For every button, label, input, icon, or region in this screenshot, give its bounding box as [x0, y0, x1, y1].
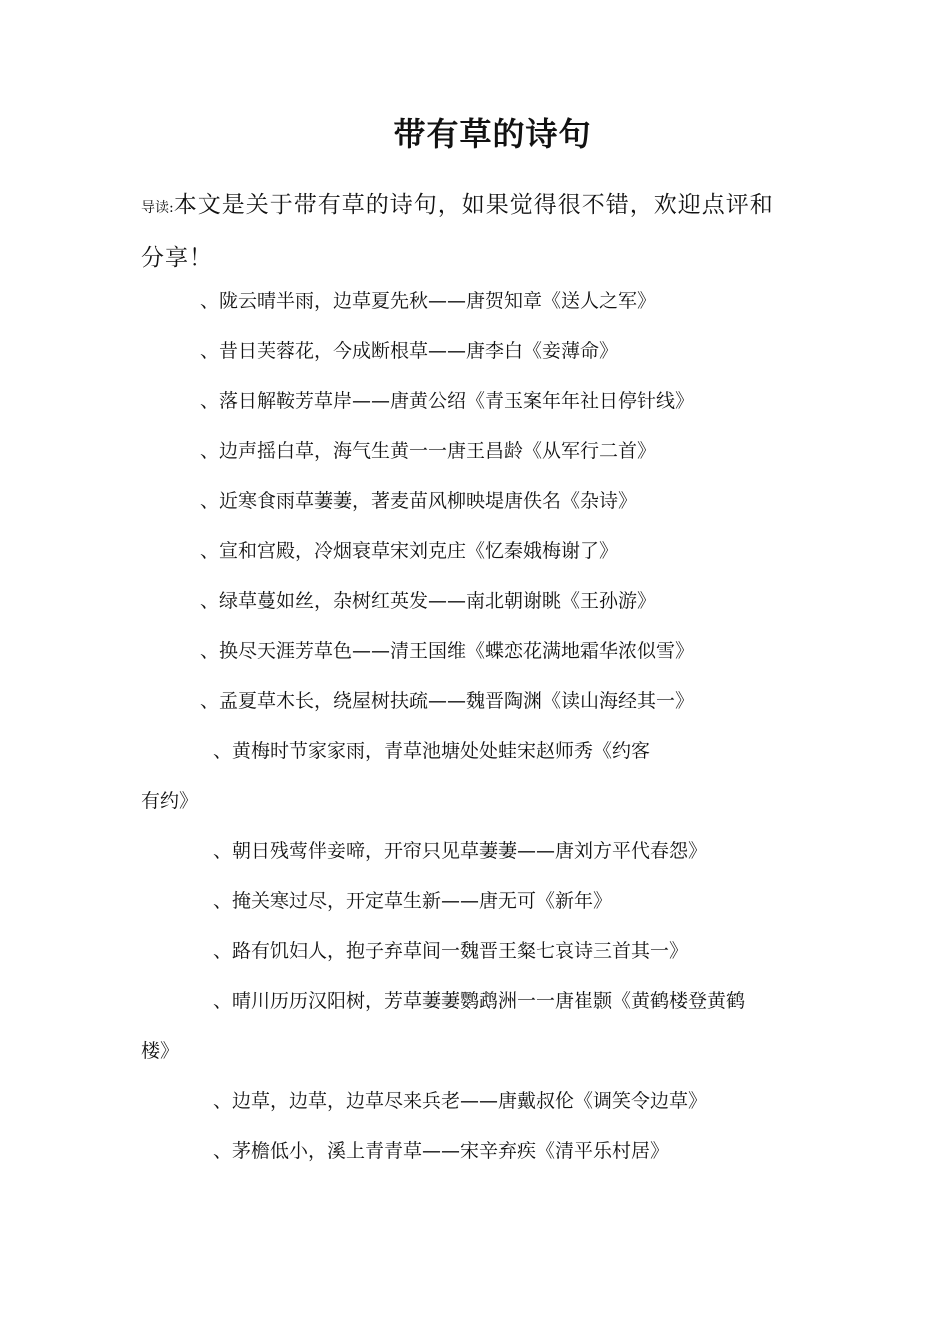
poem-line-1: 、陇云晴半雨，边草夏先秋——唐贺知章《送人之军》 [200, 290, 657, 312]
poem-line-2: 、昔日芙蓉花，今成断根草——唐李白《妾薄命》 [200, 340, 619, 362]
poem-line-10 [0, 726, 950, 826]
poem-line-14-continuation: 楼》 [141, 1040, 180, 1062]
poem-line-10-text: 、黄梅时节家家雨，青草池塘处处蛙宋赵师秀《约客 [213, 740, 651, 762]
intro-text-line1: 本文是关于带有草的诗句，如果觉得很不错，欢迎点评和 [173, 192, 774, 218]
intro-text-line2: 分享！ [141, 245, 213, 271]
poem-line-7: 、绿草蔓如丝，杂树红英发——南北朝谢眺《王孙游》 [200, 590, 657, 612]
poem-line-10-continuation: 有约》 [141, 790, 199, 812]
poem-line-4: 、边声摇白草，海气生黄一一唐王昌龄《从军行二首》 [200, 440, 657, 462]
intro-paragraph [141, 180, 841, 283]
poem-line-15: 、边草，边草，边草尽来兵老——唐戴叔伦《调笑令边草》 [213, 1090, 708, 1112]
poem-line-14 [0, 976, 950, 1076]
poem-line-8: 、换尽天涯芳草色——清王国维《蝶恋花满地霜华浓似雪》 [200, 640, 695, 662]
poem-line-9: 、孟夏草木长，绕屋树扶疏——魏晋陶渊《读山海经其一》 [200, 690, 695, 712]
poem-line-13: 、路有饥妇人，抱子弃草间一魏晋王粲七哀诗三首其一》 [213, 940, 689, 962]
poem-line-11: 、朝日残莺伴妾啼，开帘只见草萋萋——唐刘方平代春怨》 [213, 840, 708, 862]
poem-line-6: 、宣和宫殿，冷烟衰草宋刘克庄《忆秦娥梅谢了》 [200, 540, 619, 562]
poem-list [0, 276, 950, 1176]
poem-line-16: 、茅檐低小，溪上青青草——宋辛弃疾《清平乐村居》 [213, 1140, 670, 1162]
intro-lead-label: 导读: [141, 200, 174, 216]
poem-line-12: 、掩关寒过尽，开定草生新——唐无可《新年》 [213, 890, 613, 912]
poem-line-3: 、落日解鞍芳草岸——唐黄公绍《青玉案年年社日停针线》 [200, 390, 695, 412]
document-title: 带有草的诗句 [393, 115, 592, 153]
poem-line-14-text: 、晴川历历汉阳树，芳草萋萋鹦鹉洲一一唐崔颢《黄鹤楼登黄鹤 [213, 990, 746, 1012]
poem-line-5: 、近寒食雨草萋萋，著麦苗风柳映堤唐佚名《杂诗》 [200, 490, 638, 512]
